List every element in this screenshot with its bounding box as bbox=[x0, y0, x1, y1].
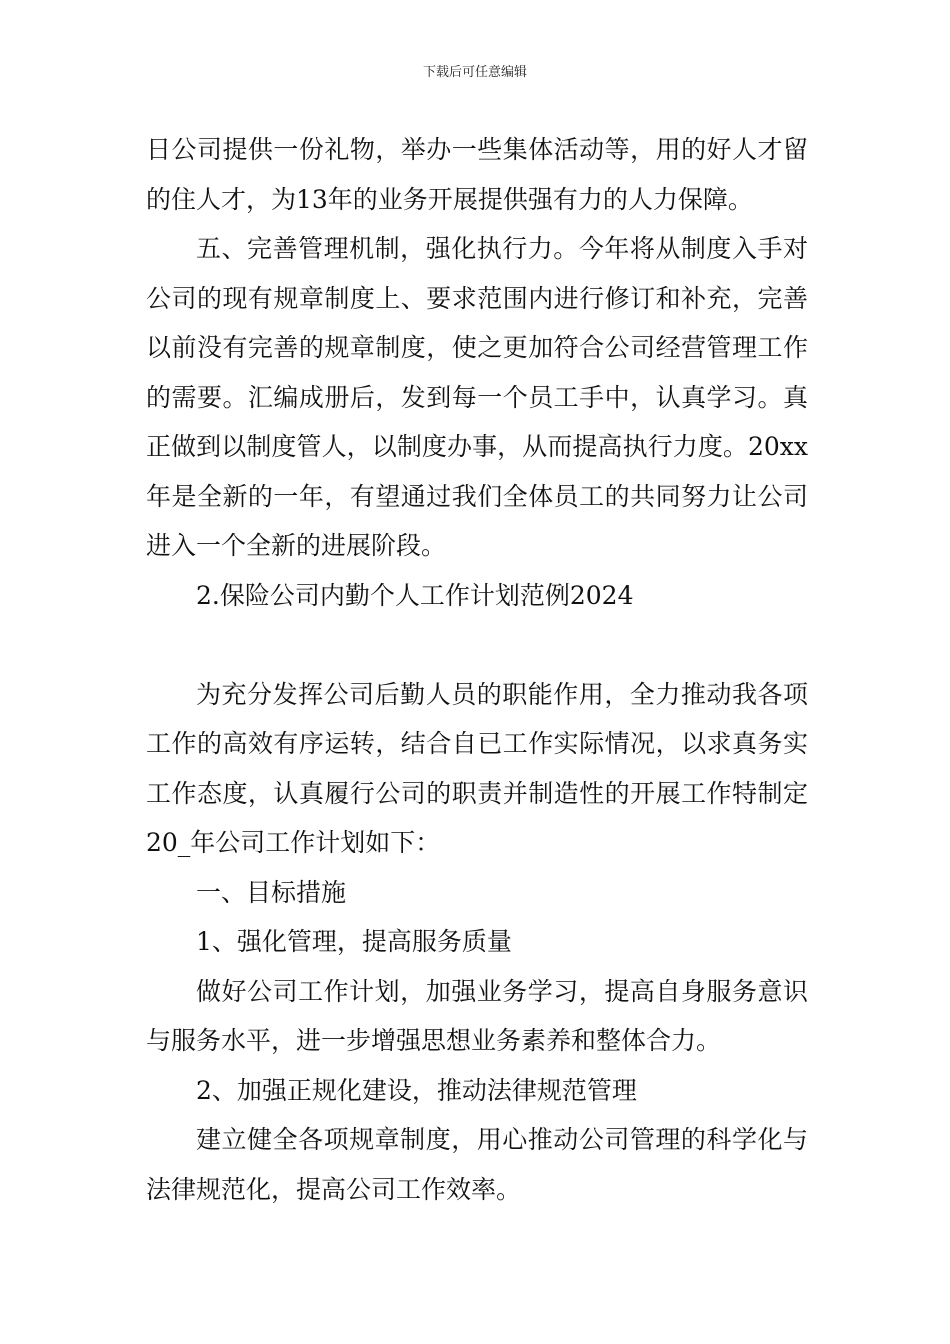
document-body bbox=[146, 125, 808, 1214]
paragraph-intro: 为充分发挥公司后勤人员的职能作用，全力推动我各项工作的高效有序运转，结合自已工作实际情况，以求真务实工作态度，认真履行公司的职责并制造性的开展工作特制定20_年公司工作计划如下： bbox=[146, 679, 808, 857]
paragraph-two: 建立健全各项规章制度，用心推动公司管理的科学化与法律规范化，提高公司工作效率。 bbox=[146, 1125, 808, 1204]
page-header: 下载后可任意编辑 bbox=[422, 65, 527, 80]
section-title: 2.保险公司内勤个人工作计划范例2024 bbox=[196, 580, 634, 610]
blank-line bbox=[146, 620, 808, 670]
paragraph-section-five: 五、完善管理机制，强化执行力。今年将从制度入手对公司的现有规章制度上、要求范围内进行修订和补充，完善以前没有完善的规章制度，使之更加符合公司经营管理工作的需要。汇编成册后，发到每一个员工手中，认真学习。真正做到以制度管人，以制度办事，从而提高执行力度。20xx年是全新的一年，有望通过我们全体员工的共同努力让公司进入一个全新的进展阶段。 bbox=[146, 234, 808, 560]
paragraph-continuation: 日公司提供一份礼物，举办一些集体活动等，用的好人才留的住人才，为13年的业务开展提供强有力的人力保障。 bbox=[146, 135, 808, 214]
heading-goals: 一、目标措施 bbox=[196, 877, 347, 907]
paragraph-one: 做好公司工作计划，加强业务学习，提高自身服务意识与服务水平，进一步增强思想业务素养和整体合力。 bbox=[146, 976, 808, 1055]
subheading-one: 1、强化管理，提高服务质量 bbox=[196, 927, 512, 956]
subheading-two: 2、加强正规化建设，推动法律规范管理 bbox=[196, 1075, 637, 1105]
